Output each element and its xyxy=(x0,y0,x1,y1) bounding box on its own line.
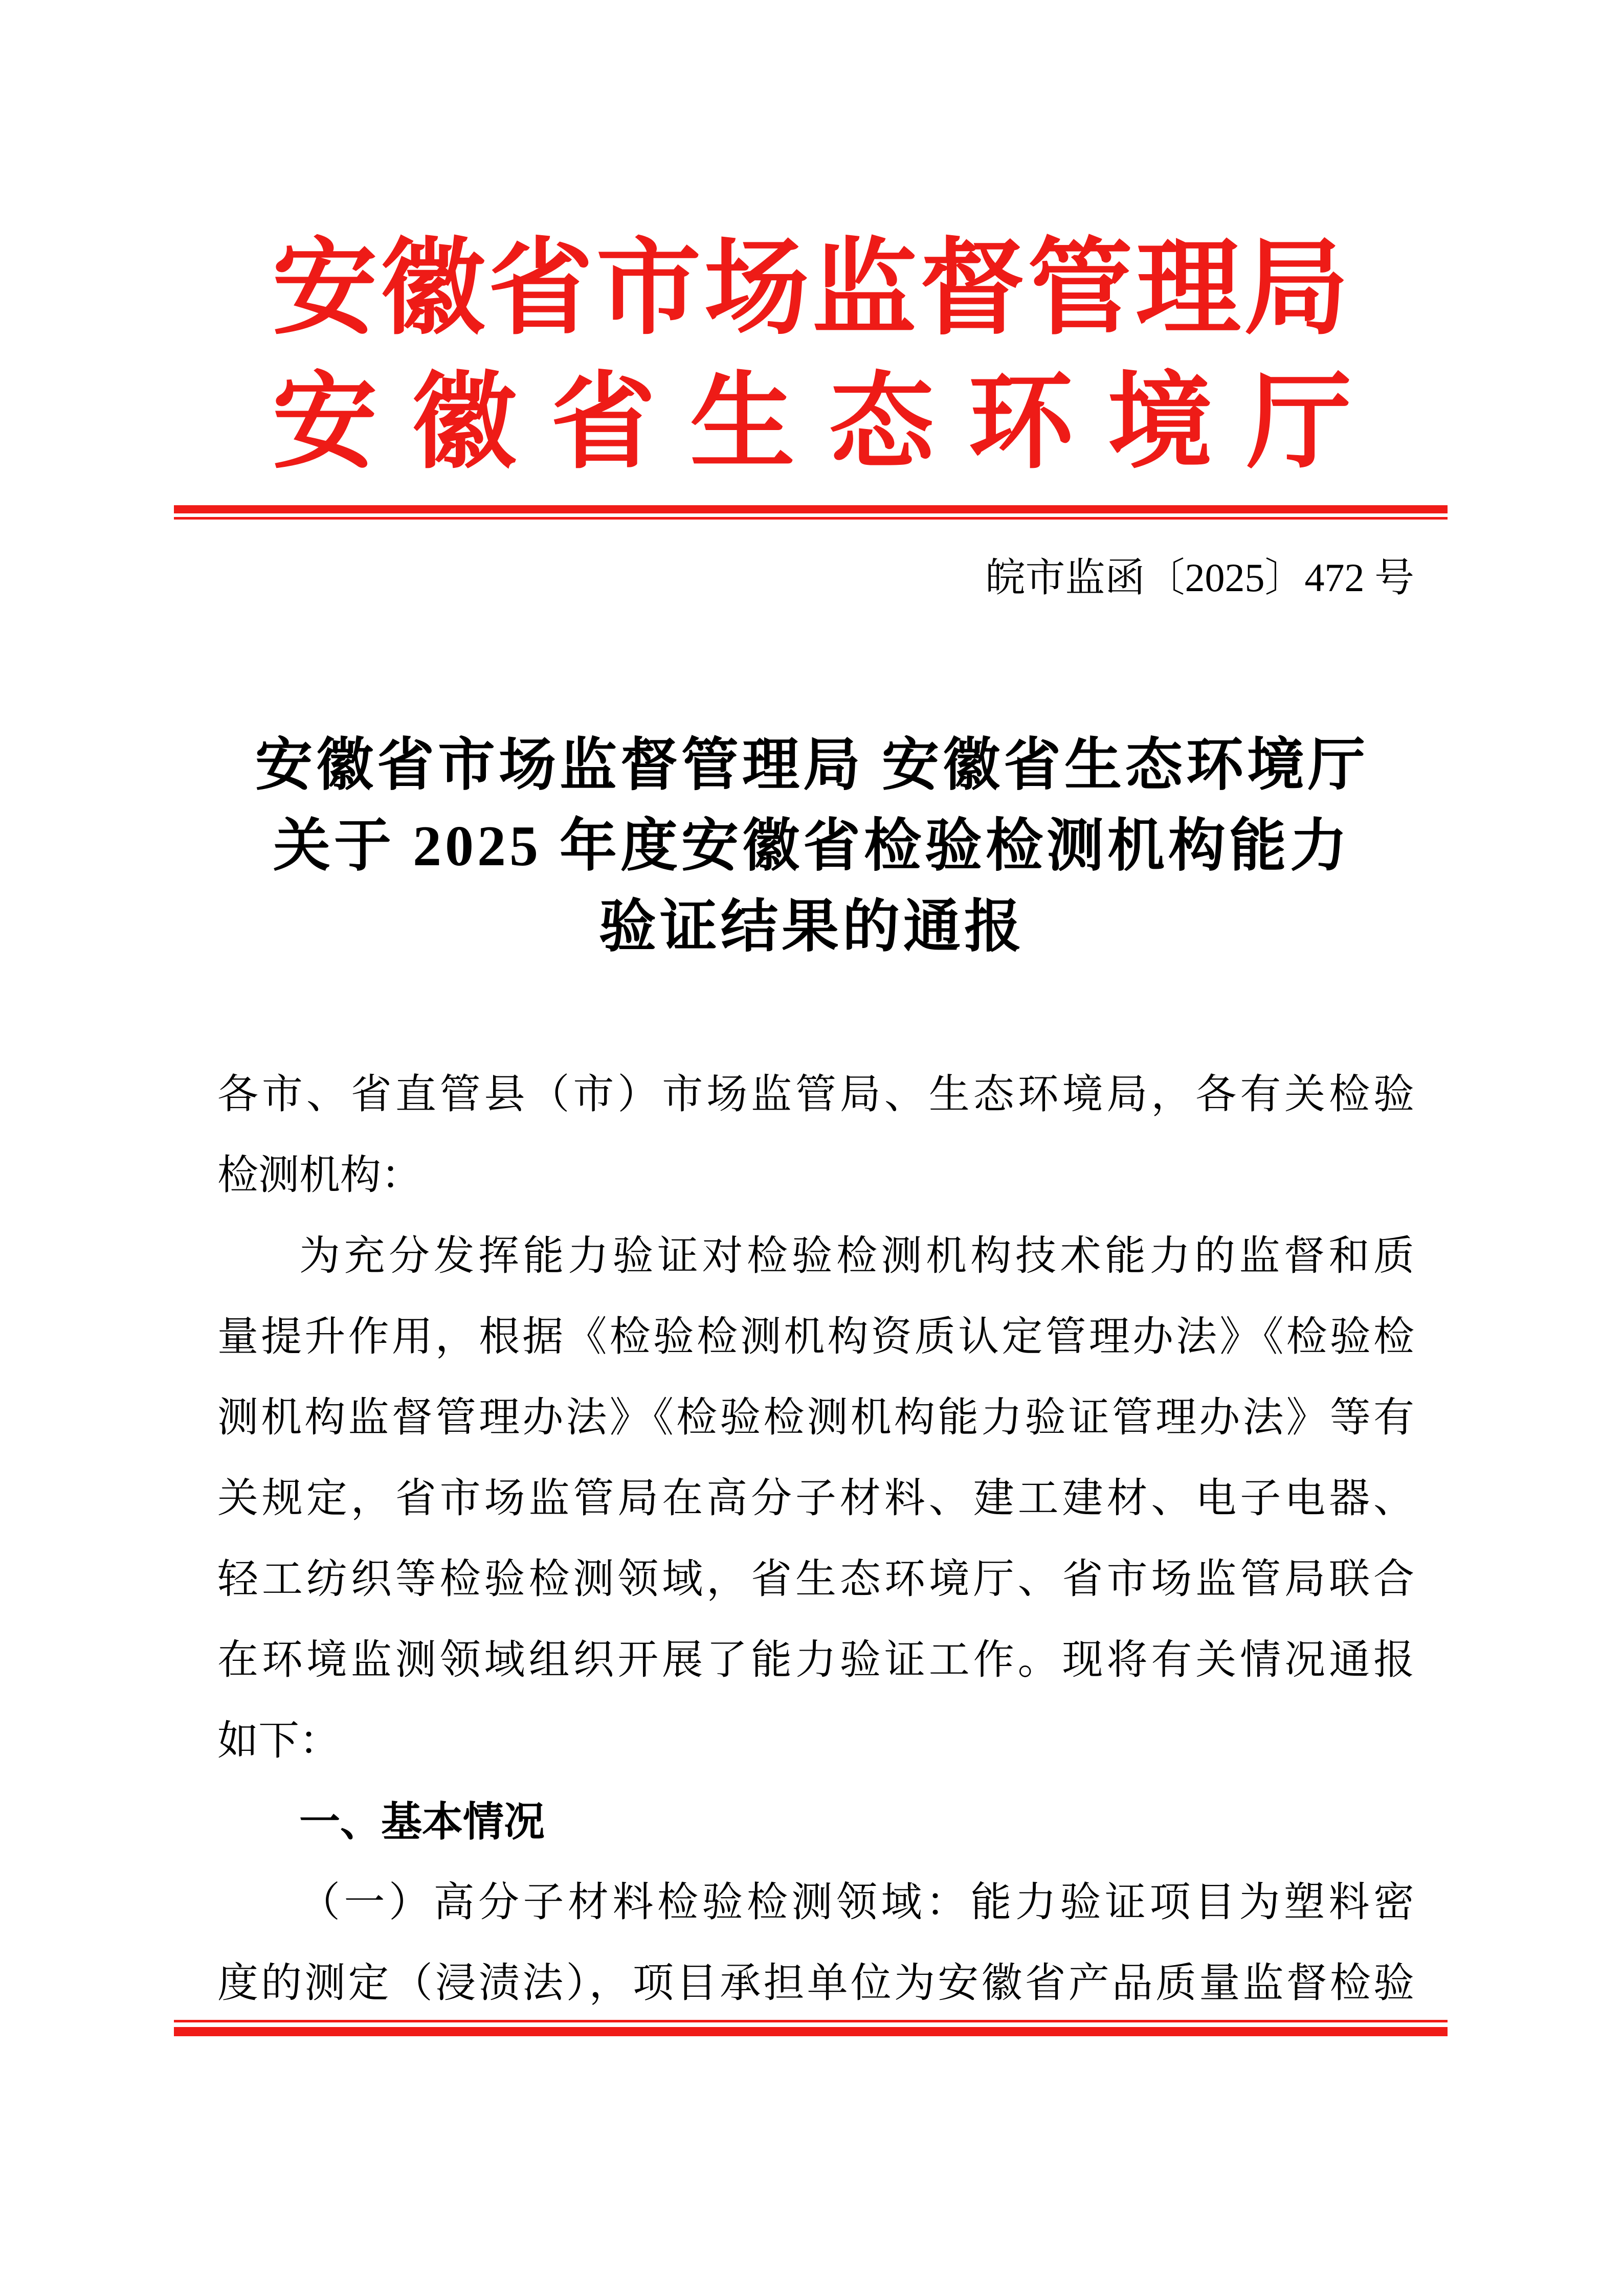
body-line: 量提升作用，根据《检验检测机构资质认定管理办法》《检验检 xyxy=(217,1315,1414,1360)
salutation-line: 各市、省直管县（市）市场监管局、生态环境局，各有关检验 xyxy=(217,1072,1414,1117)
body-line: 轻工纺织等检验检测领域，省生态环境厅、省市场监管局联合 xyxy=(217,1557,1414,1602)
doc-title-line-3: 验证结果的通报 xyxy=(599,895,1025,959)
letterhead xyxy=(273,222,1352,490)
body-line: 如下： xyxy=(217,1719,340,1764)
letterhead-org-line-1: 安徽省市场监督管理局 xyxy=(272,231,1352,347)
doc-title-line-1: 安徽省市场监督管理局 安徽省生态环境厅 xyxy=(255,734,1369,797)
divider-thin-bar xyxy=(174,517,1448,520)
doc-title xyxy=(0,725,1624,967)
body-line: 为充分发挥能力验证对检验检测机构技术能力的监督和质 xyxy=(299,1234,1414,1279)
divider-thick-bar xyxy=(174,505,1448,513)
doc-title-line-2: 关于 2025 年度安徽省检验检测机构能力 xyxy=(273,815,1351,878)
body-line: 度的测定（浸渍法），项目承担单位为安徽省产品质量监督检验 xyxy=(217,1961,1414,2006)
body-line: 在环境监测领域组织开展了能力验证工作。现将有关情况通报 xyxy=(217,1638,1414,1683)
divider-thin-bar xyxy=(174,2020,1448,2022)
salutation-line: 检测机构： xyxy=(217,1153,422,1198)
letterhead-divider xyxy=(174,505,1448,520)
doc-number: 皖市监函〔2025〕472 号 xyxy=(985,555,1414,600)
body-line: 关规定，省市场监管局在高分子材料、建工建材、电子电器、 xyxy=(217,1476,1414,1521)
letterhead-org-line-2: 安徽省生态环境厅 xyxy=(272,365,1352,481)
body-line: 测机构监督管理办法》《检验检测机构能力验证管理办法》等有 xyxy=(217,1395,1414,1440)
section-heading: 一、基本情况 xyxy=(299,1799,545,1844)
divider-thick-bar xyxy=(174,2027,1448,2036)
body-line: （一）高分子材料检验检测领域：能力验证项目为塑料密 xyxy=(299,1880,1414,1925)
footer-divider xyxy=(174,2020,1448,2036)
doc-body xyxy=(217,1054,1414,2024)
